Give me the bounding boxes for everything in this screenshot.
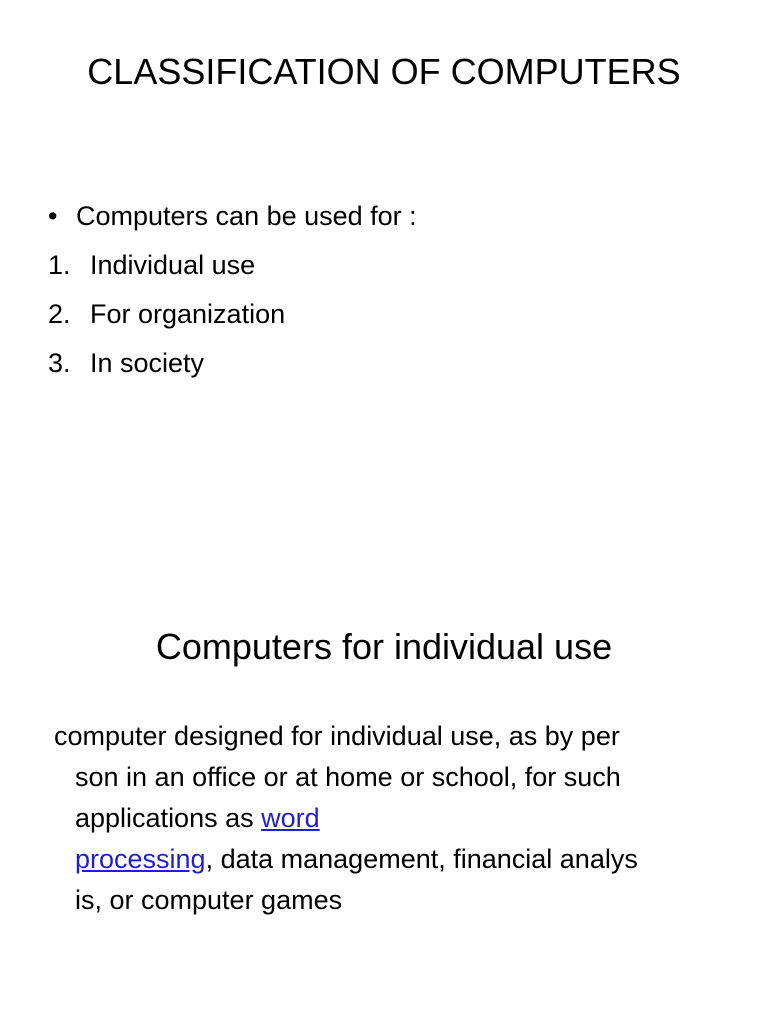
bullet-list: [48, 192, 417, 388]
paragraph-line: [54, 839, 734, 880]
list-text: Individual use: [90, 250, 256, 280]
paragraph-line: [54, 798, 734, 839]
paragraph-text: applications as: [75, 803, 262, 833]
list-number: 3.: [48, 348, 71, 378]
slide-title: Computers for individual use: [155, 626, 613, 667]
bullet-marker: •: [48, 201, 58, 231]
word-processing-link-continued[interactable]: processing: [75, 844, 206, 874]
paragraph-line: son in an office or at home or school, for such: [75, 762, 621, 792]
paragraph-line: is, or computer games: [75, 885, 343, 915]
word-processing-link[interactable]: word: [261, 803, 320, 833]
definition-paragraph: [54, 716, 734, 921]
list-number: 2.: [48, 299, 71, 329]
slide-individual-use: [0, 512, 768, 1024]
paragraph-text: , data management, financial analys: [205, 844, 638, 874]
list-number: 1.: [48, 250, 71, 280]
list-item: [48, 339, 417, 388]
list-text: In society: [90, 348, 205, 378]
bullet-item: [48, 192, 417, 241]
slide-title: CLASSIFICATION OF COMPUTERS: [87, 51, 681, 92]
list-text: For organization: [90, 299, 286, 329]
paragraph-line: computer designed for individual use, as by per: [54, 721, 620, 751]
list-item: [48, 241, 417, 290]
list-item: [48, 290, 417, 339]
bullet-text: Computers can be used for :: [76, 201, 417, 231]
